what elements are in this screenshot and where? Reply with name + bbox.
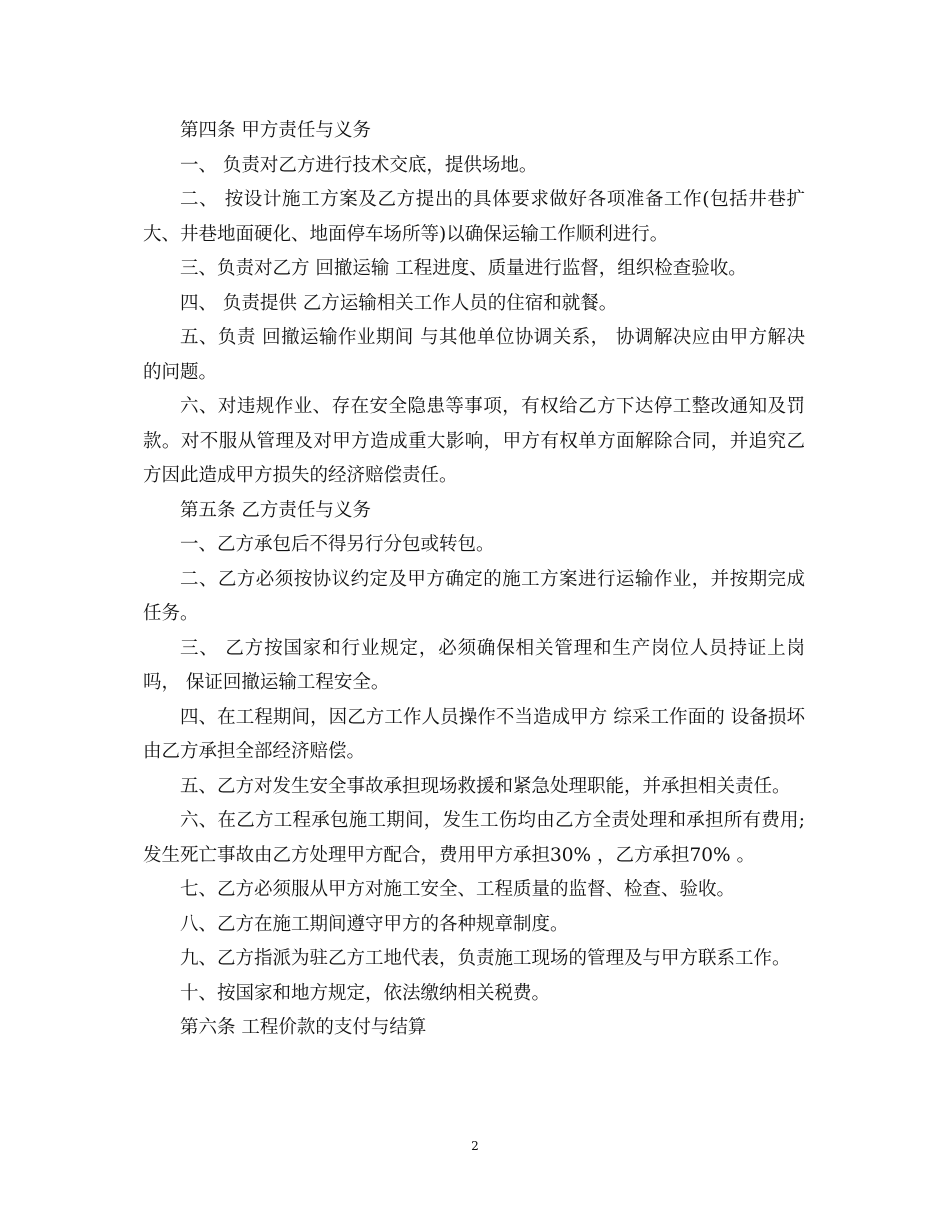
paragraph: 三、 乙方按国家和行业规定，必须确保相关管理和生产岗位人员持证上岗吗， 保证回撤运输工程安全。 bbox=[143, 637, 805, 693]
paragraph: 六、在乙方工程承包施工期间，发生工伤均由乙方全责处理和承担所有费用;发生死亡事故由乙方处理甲方配合，费用甲方承担30% ，乙方承担70% 。 bbox=[143, 810, 805, 866]
section-heading-article-4: 第四条 甲方责任与义务 bbox=[180, 120, 371, 141]
paragraph: 五、乙方对发生安全事故承担现场救援和紧急处理职能，并承担相关责任。 bbox=[180, 775, 791, 797]
paragraph: 二、 按设计施工方案及乙方提出的具体要求做好各项准备工作(包括井巷扩大、井巷地面硬化、地面停车场所等)以确保运输工作顺利进行。 bbox=[143, 189, 805, 245]
paragraph: 二、乙方必须按协议约定及甲方确定的施工方案进行运输作业，并按期完成任务。 bbox=[143, 568, 805, 624]
paragraph: 六、对违规作业、存在安全隐患等事项，有权给乙方下达停工整改通知及罚款。对不服从管理及对甲方造成重大影响，甲方有权单方面解除合同，并追究乙方因此造成甲方损失的经济赔偿责任。 bbox=[143, 396, 805, 486]
paragraph: 五、负责 回撤运输作业期间 与其他单位协调关系， 协调解决应由甲方解决的问题。 bbox=[143, 327, 805, 383]
document-body bbox=[143, 114, 805, 1046]
paragraph: 七、乙方必须服从甲方对施工安全、工程质量的监督、检查、验收。 bbox=[180, 879, 736, 900]
paragraph: 三、负责对乙方 回撤运输 工程进度、质量进行监督，组织检查验收。 bbox=[180, 258, 747, 279]
paragraph: 四、 负责提供 乙方运输相关工作人员的住宿和就餐。 bbox=[180, 292, 618, 314]
paragraph: 八、乙方在施工期间遵守甲方的各种规章制度。 bbox=[180, 913, 569, 935]
paragraph: 九、乙方指派为驻乙方工地代表，负责施工现场的管理及与甲方联系工作。 bbox=[180, 948, 791, 969]
paragraph: 十、按国家和地方规定，依法缴纳相关税费。 bbox=[180, 982, 551, 1004]
paragraph: 一、乙方承包后不得另行分包或转包。 bbox=[180, 534, 495, 555]
paragraph: 一、 负责对乙方进行技术交底，提供场地。 bbox=[180, 154, 538, 176]
section-heading-article-6: 第六条 工程价款的支付与结算 bbox=[180, 1017, 427, 1038]
section-heading-article-5: 第五条 乙方责任与义务 bbox=[180, 499, 371, 521]
paragraph: 四、在工程期间，因乙方工作人员操作不当造成甲方 综采工作面的 设备损坏由乙方承担全部经济赔偿。 bbox=[143, 706, 805, 762]
page-number: 2 bbox=[471, 1139, 479, 1153]
